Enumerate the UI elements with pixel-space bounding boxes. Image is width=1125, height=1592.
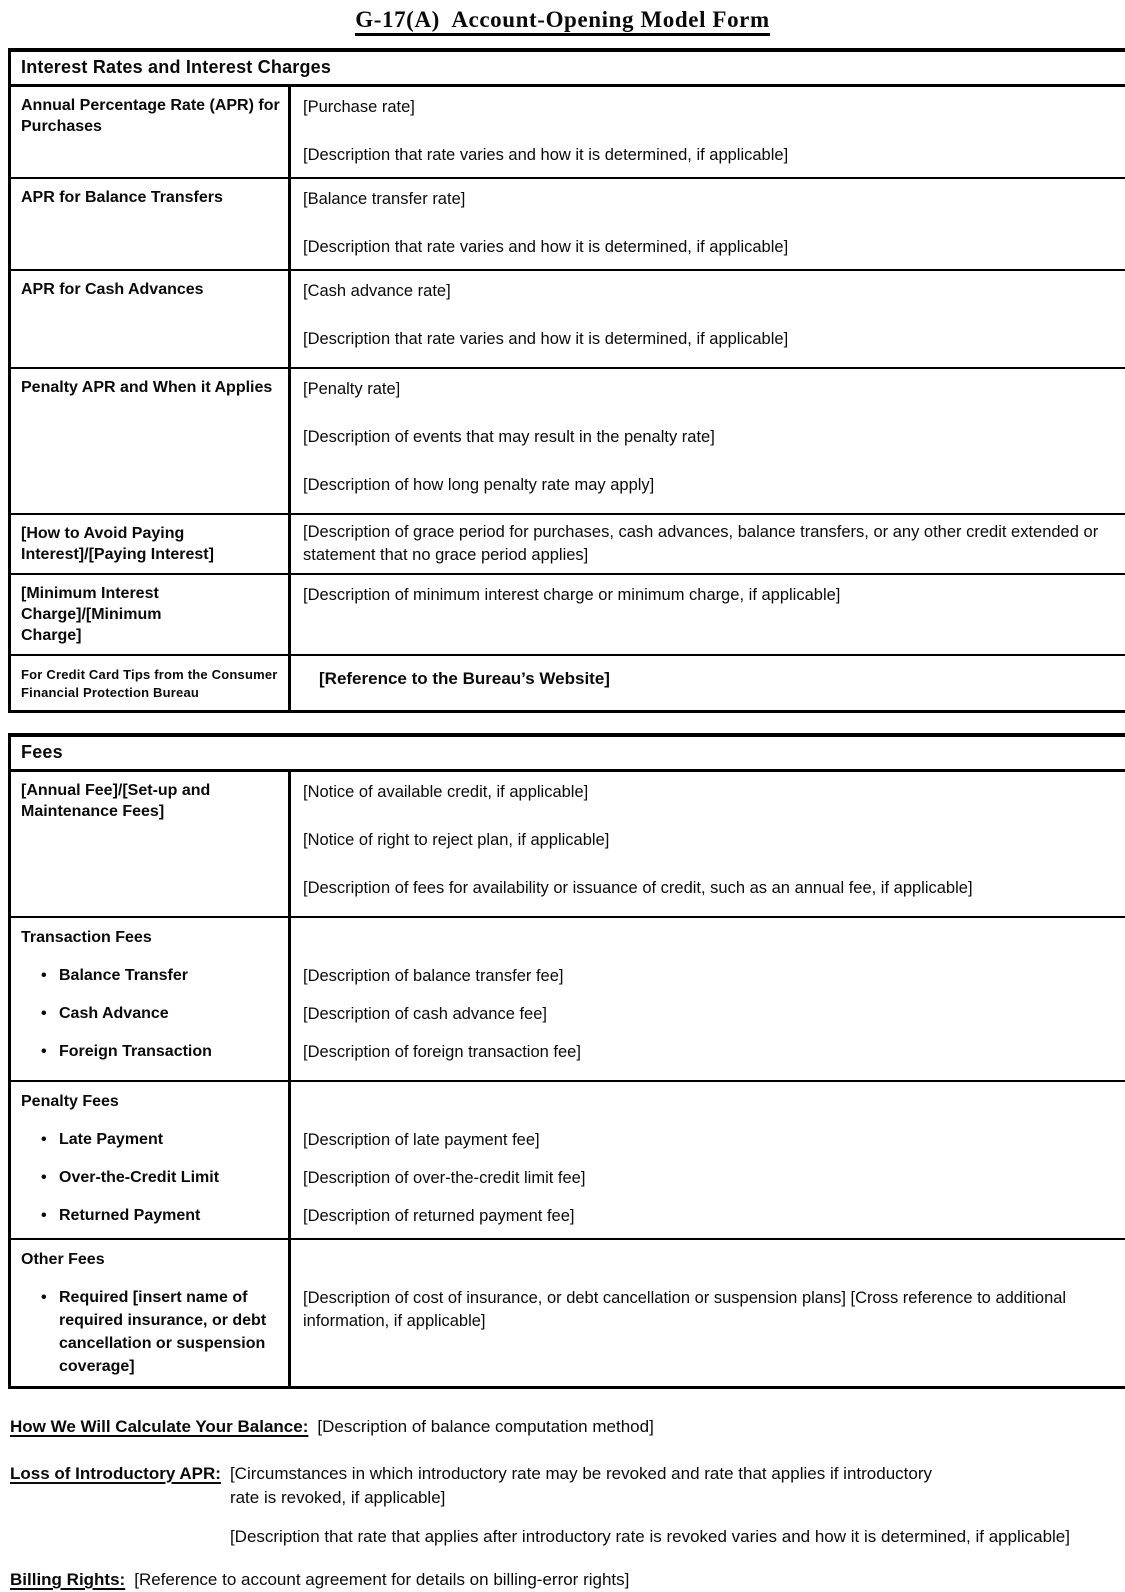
placeholder-text: [Notice of available credit, if applicable] <box>303 783 589 801</box>
billing-rights-line <box>10 1568 1125 1592</box>
page-title-text: G-17(A) Account-Opening Model Form <box>355 7 770 36</box>
row-label-group <box>11 1082 291 1238</box>
bullet-item: • Required [insert name of required insurance, or debt cancellation or suspension coverage] <box>41 1286 284 1378</box>
placeholder-text: [Description that rate varies and how it is determined, if applicable] <box>303 146 789 164</box>
table-row-penalty-fees <box>11 1082 1125 1240</box>
table-row-credit-card-tips <box>11 656 1125 710</box>
placeholder-text: [Description that rate varies and how it is determined, if applicable] <box>303 238 789 256</box>
row-label: [How to Avoid Paying Interest]/[Paying Interest] <box>11 515 291 573</box>
document-page <box>0 7 1125 1589</box>
placeholder-text: [Description that rate varies and how it is determined, if applicable] <box>303 330 789 348</box>
placeholder-text: [Description of minimum interest charge or minimum charge, if applicable] <box>303 586 841 604</box>
table-row-avoid-paying-interest <box>11 515 1125 575</box>
table-row-apr-cash-advances <box>11 271 1125 369</box>
bullet-item: • Late Payment <box>41 1128 284 1151</box>
spacer <box>303 927 1107 950</box>
fee-category-label: Other Fees <box>21 1251 105 1268</box>
billing-rights-text: [Reference to account agreement for details on billing-error rights] <box>134 1570 630 1589</box>
loss-text-line1: [Circumstances in which introductory rate may be revoked and rate that applies if introductory <box>229 1464 932 1483</box>
fees-table-header: Fees <box>11 737 1125 772</box>
billing-rights-label: Billing Rights: <box>10 1570 126 1589</box>
row-label-group <box>11 918 291 1080</box>
row-label <box>11 575 291 654</box>
balance-calculation-text: [Description of balance computation method] <box>317 1417 654 1436</box>
placeholder-text: [Description of balance transfer fee] <box>303 967 564 985</box>
bullet-item: • Foreign Transaction <box>41 1040 284 1063</box>
row-label: [Annual Fee]/[Set-up and Maintenance Fees] <box>11 772 291 916</box>
placeholder-text: [Cash advance rate] <box>303 282 451 300</box>
row-content <box>291 271 1125 367</box>
bullet-item: • Balance Transfer <box>41 964 284 987</box>
placeholder-text: [Description of returned payment fee] <box>303 1207 575 1225</box>
spacer <box>303 1091 1107 1114</box>
interest-table-header: Interest Rates and Interest Charges <box>11 52 1125 87</box>
table-row-apr-purchases <box>11 87 1125 179</box>
fee-bullet-list <box>21 1128 284 1227</box>
bullet-item: • Over-the-Credit Limit <box>41 1166 284 1189</box>
loss-text-line2: rate is revoked, if applicable] <box>229 1488 446 1507</box>
fee-description-list <box>303 1129 1107 1228</box>
row-content <box>291 772 1125 916</box>
fee-bullet-list <box>21 964 284 1063</box>
fee-description-list <box>303 1287 1107 1333</box>
interest-rates-table <box>8 48 1125 713</box>
table-row-minimum-interest-charge <box>11 575 1125 656</box>
loss-of-introductory-apr-label: Loss of Introductory APR: <box>10 1464 221 1483</box>
row-content <box>291 87 1125 177</box>
row-label: Penalty APR and When it Applies <box>11 369 291 513</box>
row-label: For Credit Card Tips from the Consumer Financial Protection Bureau <box>11 656 291 710</box>
table-row-annual-fee <box>11 772 1125 918</box>
row-content <box>291 656 1125 710</box>
fee-bullet-list <box>21 1286 284 1378</box>
placeholder-text: [Balance transfer rate] <box>303 190 466 208</box>
balance-calculation-label: How We Will Calculate Your Balance: <box>10 1417 309 1436</box>
loss-of-introductory-apr-block <box>10 1462 1125 1549</box>
row-label: APR for Cash Advances <box>11 271 291 367</box>
placeholder-text: [Penalty rate] <box>303 380 401 398</box>
placeholder-text: [Description of late payment fee] <box>303 1131 540 1149</box>
placeholder-text: [Description of over-the-credit limit fee] <box>303 1169 586 1187</box>
balance-calculation-line <box>10 1415 1125 1439</box>
placeholder-text: [Description of grace period for purchases, cash advances, balance transfers, or any other credit extended or statement that no grace period applies] <box>303 523 1099 564</box>
row-content <box>291 179 1125 269</box>
row-content <box>291 575 1125 654</box>
placeholder-text: [Description of foreign transaction fee] <box>303 1043 581 1061</box>
bureau-website-reference: [Reference to the Bureau’s Website] <box>319 669 610 688</box>
footer-disclosures <box>10 1415 1125 1592</box>
row-content <box>291 369 1125 513</box>
row-content <box>291 1082 1125 1238</box>
placeholder-text: [Description of how long penalty rate may apply] <box>303 476 655 494</box>
loss-description-paragraph: [Description that rate that applies after introductory rate is revoked varies and how it is determined, if applicable] <box>229 1527 1070 1546</box>
row-content <box>291 918 1125 1080</box>
row-label: Annual Percentage Rate (APR) for Purchases <box>11 87 291 177</box>
bullet-item: • Returned Payment <box>41 1204 284 1227</box>
table-row-transaction-fees <box>11 918 1125 1082</box>
table-row-penalty-apr <box>11 369 1125 515</box>
bullet-item: • Cash Advance <box>41 1002 284 1025</box>
spacer <box>303 1249 1107 1272</box>
placeholder-text: [Notice of right to reject plan, if applicable] <box>303 831 610 849</box>
fee-category-label: Transaction Fees <box>21 929 152 946</box>
fees-table <box>8 733 1125 1389</box>
row-label: APR for Balance Transfers <box>11 179 291 269</box>
table-row-other-fees <box>11 1240 1125 1386</box>
placeholder-text: [Description of fees for availability or issuance of credit, such as an annual fee, if applicable] <box>303 879 973 897</box>
table-row-apr-balance-transfers <box>11 179 1125 271</box>
row-label-group <box>11 1240 291 1386</box>
placeholder-text: [Description of cost of insurance, or debt cancellation or suspension plans] [Cross reference to additional information, if applicable] <box>303 1289 1067 1330</box>
fee-category-label: Penalty Fees <box>21 1093 119 1110</box>
page-title <box>0 7 1125 33</box>
row-content <box>291 1240 1125 1386</box>
fee-description-list <box>303 965 1107 1064</box>
placeholder-text: [Description of cash advance fee] <box>303 1005 547 1023</box>
loss-of-introductory-apr-content <box>230 1462 1070 1549</box>
row-content <box>291 515 1125 573</box>
placeholder-text: [Description of events that may result in the penalty rate] <box>303 428 715 446</box>
placeholder-text: [Purchase rate] <box>303 98 415 116</box>
row-label-text: [Minimum Interest Charge]/[Minimum Charge] <box>21 585 162 644</box>
